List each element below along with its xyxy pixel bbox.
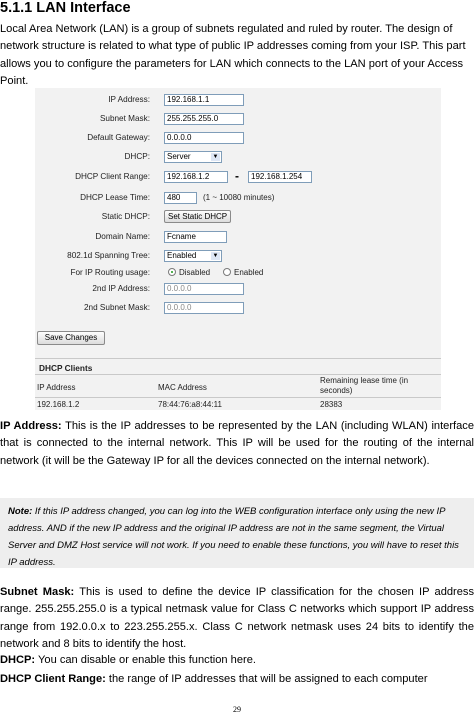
second-subnet-input[interactable]: 0.0.0.0 bbox=[164, 302, 244, 314]
save-changes-button[interactable]: Save Changes bbox=[37, 331, 105, 345]
dhcp-client-range-row bbox=[35, 169, 441, 186]
subnet-mask-label: Subnet Mask: bbox=[99, 114, 150, 123]
second-subnet-label: 2nd Subnet Mask: bbox=[84, 303, 150, 312]
note-term: Note: bbox=[8, 506, 33, 517]
dhcp-range-term: DHCP Client Range: bbox=[0, 673, 106, 685]
dhcp-range-description: the range of IP addresses that will be assigned to each computer bbox=[105, 673, 428, 685]
chevron-down-icon: ▼ bbox=[212, 154, 219, 160]
note-text: If this IP address changed, you can log into the WEB configuration interface only using the new IP address. AND if the new IP address and the original IP address are not in the same segment, the Virtual Server and DMZ Host service will not work. If you need to enable these functions, you will have to reset this IP address. bbox=[8, 506, 459, 568]
routing-disabled-label: Disabled bbox=[179, 268, 211, 277]
subnet-mask-row bbox=[35, 111, 441, 128]
second-ip-row bbox=[35, 281, 441, 298]
page-number: 29 bbox=[233, 705, 241, 714]
col-header-lease: Remaining lease time (in seconds) bbox=[320, 376, 409, 395]
dhcp-label: DHCP: bbox=[124, 152, 150, 161]
ip-address-label: IP Address: bbox=[108, 95, 150, 104]
spanning-tree-row bbox=[35, 248, 441, 265]
routing-disabled-radio[interactable] bbox=[168, 268, 176, 276]
set-static-dhcp-button[interactable]: Set Static DHCP bbox=[164, 210, 231, 223]
lease-time-hint: (1 ~ 10080 minutes) bbox=[203, 193, 275, 202]
range-end-input[interactable]: 192.168.1.254 bbox=[248, 171, 312, 183]
ip-routing-label: For IP Routing usage: bbox=[70, 268, 150, 277]
lease-time-input[interactable]: 480 bbox=[164, 192, 197, 204]
dhcp-range-paragraph bbox=[0, 671, 474, 688]
dhcp-row bbox=[35, 149, 441, 166]
second-ip-input[interactable]: 0.0.0.0 bbox=[164, 283, 244, 295]
divider bbox=[35, 358, 441, 359]
default-gateway-label: Default Gateway: bbox=[87, 133, 150, 142]
lan-config-screenshot bbox=[35, 88, 441, 410]
lease-time-label: DHCP Lease Time: bbox=[80, 193, 150, 202]
domain-name-input[interactable]: Fcname bbox=[164, 231, 227, 243]
client-ip-cell: 192.168.1.2 bbox=[37, 400, 80, 409]
ip-address-row bbox=[35, 92, 441, 109]
client-mac-cell: 78:44:76:a8:44:11 bbox=[158, 400, 222, 409]
second-subnet-row bbox=[35, 300, 441, 317]
subnet-mask-input[interactable]: 255.255.255.0 bbox=[164, 113, 244, 125]
range-start-input[interactable]: 192.168.1.2 bbox=[164, 171, 228, 183]
dhcp-term: DHCP: bbox=[0, 654, 36, 666]
intro-paragraph: Local Area Network (LAN) is a group of subnets regulated and ruled by router. The design of network structure is related to what type of public IP addresses coming from your ISP. This part allows you to configure the parameters for LAN which connects to the LAN port of your Access Point. bbox=[0, 23, 466, 87]
domain-name-label: Domain Name: bbox=[95, 232, 150, 241]
spanning-tree-selected-value: Enabled bbox=[167, 251, 197, 260]
static-dhcp-row bbox=[35, 209, 441, 226]
static-dhcp-label: Static DHCP: bbox=[101, 212, 150, 221]
client-lease-cell: 28383 bbox=[320, 400, 343, 409]
ip-address-description: This is the IP addresses to be represented by the LAN (including WLAN) interface that is connected to the internal network. This IP will be used for the routing of the internal network (it will be the Gateway IP for all the devices connected on the internal network). bbox=[0, 420, 474, 467]
dhcp-clients-title: DHCP Clients bbox=[39, 363, 93, 373]
dhcp-description: You can disable or enable this function here. bbox=[35, 654, 256, 666]
note-callout bbox=[0, 498, 474, 568]
ip-address-input[interactable]: 192.168.1.1 bbox=[164, 94, 244, 106]
routing-enabled-label: Enabled bbox=[234, 268, 264, 277]
divider bbox=[35, 374, 441, 375]
subnet-mask-paragraph bbox=[0, 584, 474, 653]
spanning-tree-select[interactable] bbox=[164, 250, 222, 262]
dhcp-paragraph bbox=[0, 652, 474, 669]
second-ip-label: 2nd IP Address: bbox=[92, 284, 150, 293]
ip-routing-row bbox=[35, 265, 441, 282]
ip-address-term: IP Address: bbox=[0, 420, 62, 432]
spanning-tree-label: 802.1d Spanning Tree: bbox=[67, 251, 150, 260]
section-heading: 5.1.1 LAN Interface bbox=[0, 0, 131, 16]
range-dash: - bbox=[235, 169, 239, 183]
chevron-down-icon: ▼ bbox=[212, 253, 219, 259]
routing-enabled-radio[interactable] bbox=[223, 268, 231, 276]
dhcp-selected-value: Server bbox=[167, 152, 191, 161]
dhcp-select[interactable] bbox=[164, 151, 222, 163]
divider bbox=[35, 397, 441, 398]
col-header-ip: IP Address bbox=[37, 383, 76, 392]
col-header-mac: MAC Address bbox=[158, 383, 207, 392]
lease-time-row bbox=[35, 190, 441, 207]
dhcp-client-range-label: DHCP Client Range: bbox=[75, 172, 150, 181]
ip-address-paragraph bbox=[0, 418, 474, 470]
subnet-mask-term: Subnet Mask: bbox=[0, 586, 75, 598]
default-gateway-row bbox=[35, 130, 441, 147]
subnet-mask-description: This is used to define the device IP classification for the chosen IP address range. 255.255.255.0 is a typical netmask value for Class C networks which support IP address range from 192.0.0.x to 223.255.255.x. Class C network netmask uses 24 bits to identify the network and 8 bits to identify the host. bbox=[0, 586, 474, 650]
default-gateway-input[interactable]: 0.0.0.0 bbox=[164, 132, 244, 144]
domain-name-row bbox=[35, 229, 441, 246]
